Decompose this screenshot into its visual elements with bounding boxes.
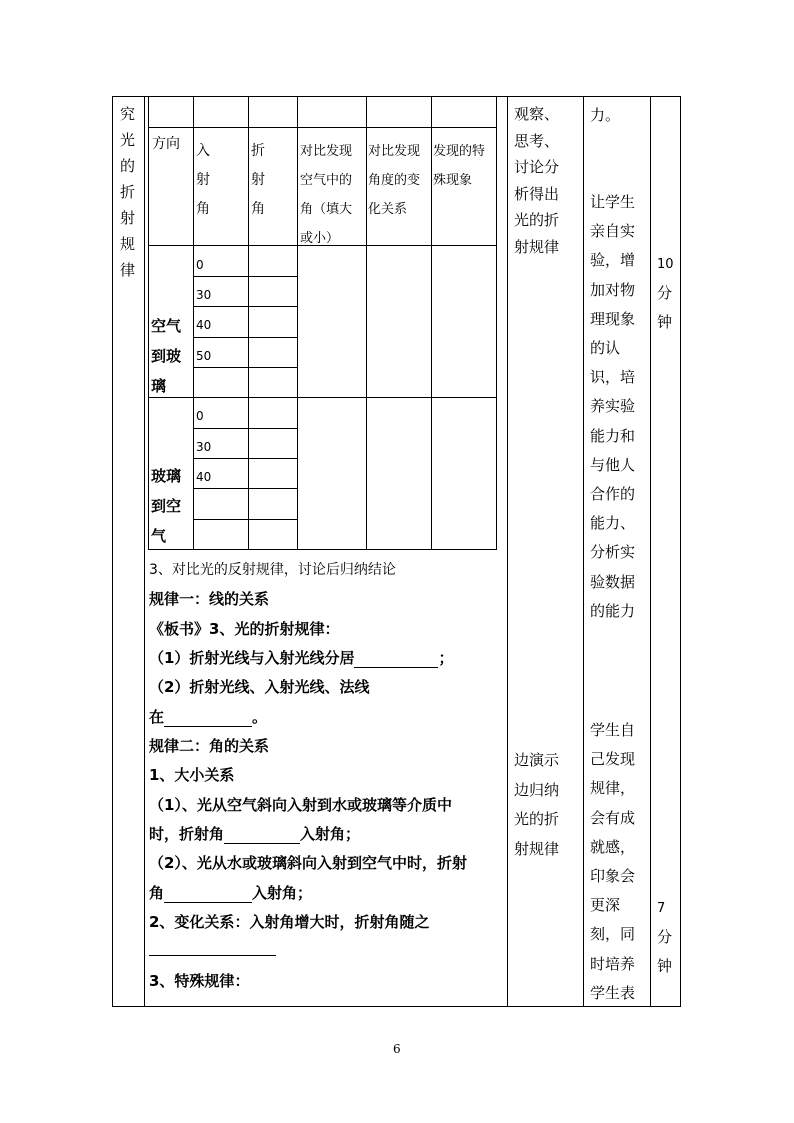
col-divider-2 xyxy=(507,96,508,1007)
header-incident-angle: 入 射 角 xyxy=(196,143,210,217)
angle-value: 30 xyxy=(196,440,212,454)
board-heading: 《板书》3、光的折射规律： xyxy=(149,620,340,638)
design-intent-top: 力。 xyxy=(590,106,621,124)
content-line-1: 3、对比光的反射规律，讨论后归纳结论 xyxy=(149,562,396,578)
section-title-vertical xyxy=(120,101,135,283)
teacher-activity-bottom: 边演示 边归纳 光的折 射规律 xyxy=(514,751,560,858)
page-number: 6 xyxy=(393,1042,401,1056)
header-refraction-angle: 折 射 角 xyxy=(251,143,265,217)
angle-value: 0 xyxy=(196,409,204,423)
header-direction: 方向 xyxy=(152,136,180,152)
section-title-char: 光 xyxy=(120,131,136,149)
rule-one-heading: 规律一：线的关系 xyxy=(149,590,270,608)
design-intent-mid: 让学生 亲自实 验，增 加对物 理现象 的认 识，培 养实验 能力和 与他人 合作的 能力、 分析实 验数据 的能力 xyxy=(590,193,636,620)
content-line-5: （2）折射光线、入射光线、法线 xyxy=(149,678,370,696)
content-line-13: 2、变化关系：入射角增大时，折射角随之 xyxy=(149,913,430,931)
content-line-6: 在 。 xyxy=(149,708,268,726)
header-compare-size: 对比发现 空气中的 角（填大 或小） xyxy=(300,144,353,246)
content-line-8: 1、大小关系 xyxy=(149,766,235,784)
angle-value: 0 xyxy=(196,258,204,272)
group-label-air-to-glass: 空气 到玻 璃 xyxy=(151,317,182,395)
section-title-char: 折 xyxy=(120,183,136,201)
section-title-char: 规 xyxy=(120,235,136,253)
col-divider-4 xyxy=(650,96,651,1007)
col-divider-3 xyxy=(583,96,584,1007)
design-intent-bottom: 学生自 己发现 规律， 会有成 就感， 印象会 更深 刻，同 时培养 学生表 xyxy=(590,721,636,1002)
content-line-4: （1）折射光线与入射光线分居 ； xyxy=(149,649,454,667)
outer-right-border xyxy=(680,96,681,1007)
time-allocation-bottom: 7 分 钟 xyxy=(657,901,673,975)
time-allocation-top: 10 分 钟 xyxy=(657,257,674,331)
angle-value: 40 xyxy=(196,318,212,332)
outer-left-border xyxy=(112,96,113,1007)
section-title-char: 究 xyxy=(120,105,136,123)
teacher-activity-top: 观察、 思考、 讨论分 析得出 光的折 射规律 xyxy=(514,105,560,256)
angle-value: 30 xyxy=(196,288,212,302)
group-label-glass-to-air: 玻璃 到空 气 xyxy=(151,467,182,545)
col-divider-1 xyxy=(144,96,145,1007)
content-line-12: 角 入射角； xyxy=(149,884,313,902)
content-line-11: （2）、光从水或玻璃斜向入射到空气中时，折射 xyxy=(149,854,467,872)
content-line-10: 时，折射角 入射角； xyxy=(149,825,361,843)
content-line-14: 3、特殊规律： xyxy=(149,972,250,990)
section-title-char: 射 xyxy=(120,209,136,227)
section-title-char: 律 xyxy=(120,261,136,279)
angle-value: 40 xyxy=(196,470,212,484)
header-compare-change: 对比发现 角度的变 化关系 xyxy=(368,144,421,217)
content-line-9: （1）、光从空气斜向入射到水或玻璃等介质中 xyxy=(149,796,452,814)
rule-two-heading: 规律二：角的关系 xyxy=(149,737,270,755)
fill-blank-line xyxy=(149,955,276,956)
header-special-phenomenon: 发现的特 殊现象 xyxy=(433,144,486,188)
section-title-char: 的 xyxy=(120,157,136,175)
angle-value: 50 xyxy=(196,349,212,363)
